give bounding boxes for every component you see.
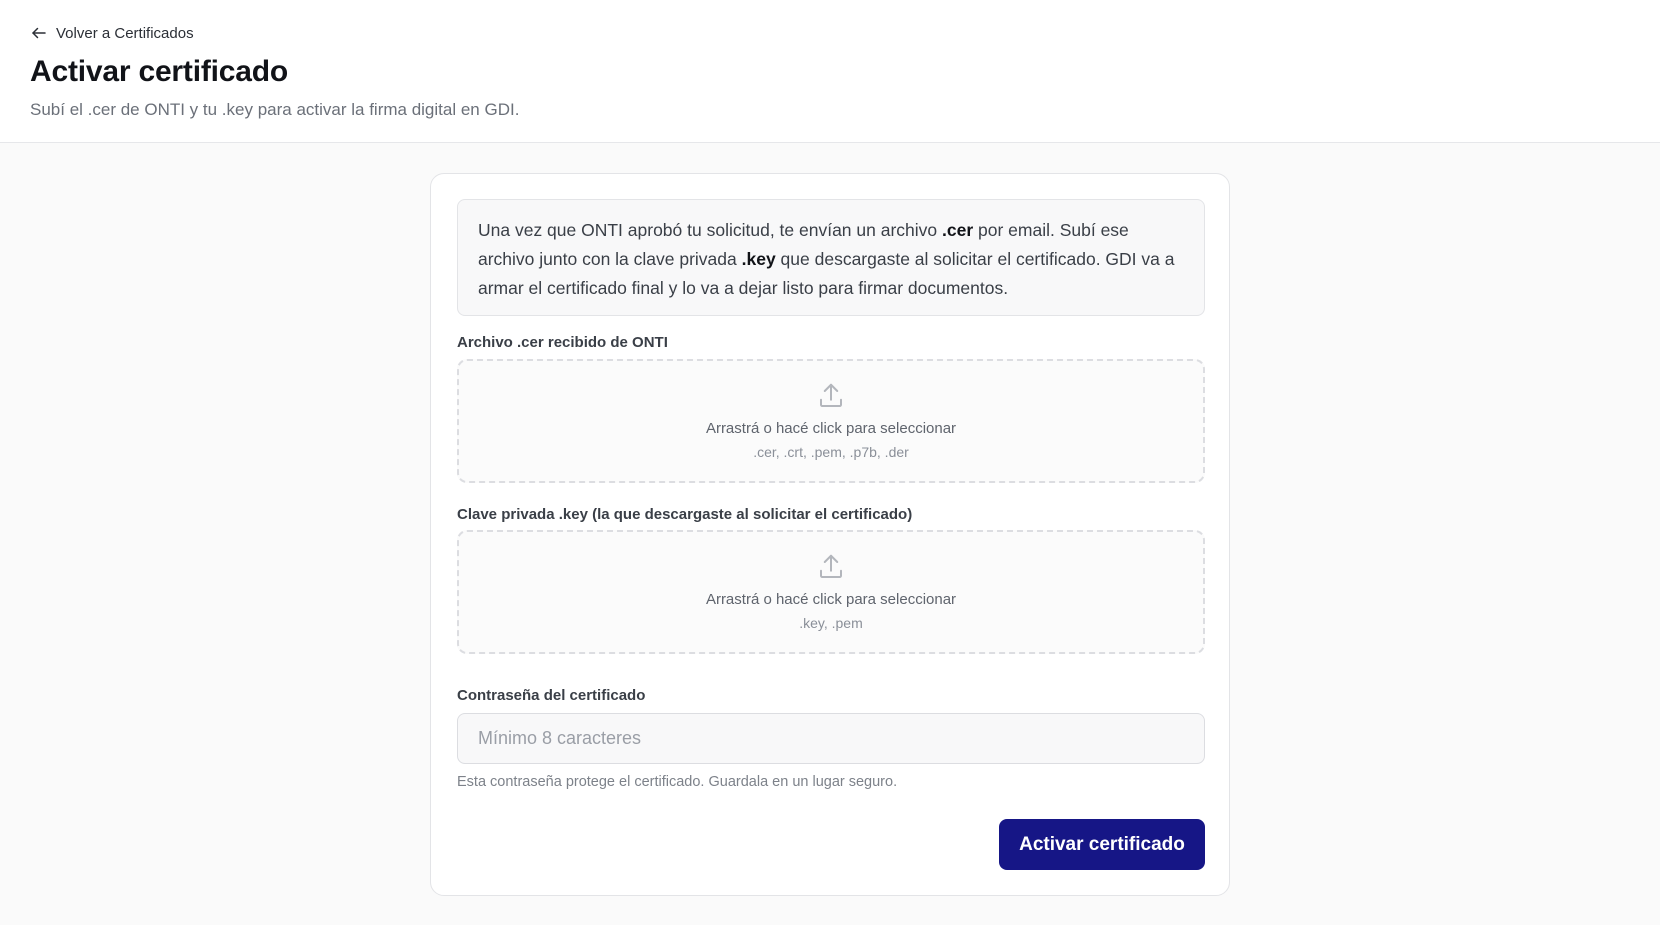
password-input[interactable] [457, 713, 1205, 764]
info-cer-emphasis: .cer [942, 220, 974, 240]
back-link-label: Volver a Certificados [56, 24, 194, 42]
cer-dropzone-text: Arrastrá o hacé click para seleccionar [705, 420, 957, 437]
key-file-dropzone[interactable] [457, 530, 1205, 654]
cer-accepted-formats: .cer, .crt, .pem, .p7b, .der [753, 444, 909, 460]
key-accepted-formats: .key, .pem [799, 615, 863, 631]
info-box [457, 199, 1205, 316]
cer-field-label: Archivo .cer recibido de ONTI [457, 334, 668, 351]
cer-file-dropzone[interactable] [457, 359, 1205, 483]
activate-certificate-button[interactable]: Activar certificado [999, 819, 1205, 870]
password-field-label: Contraseña del certificado [457, 687, 646, 704]
upload-icon [816, 552, 846, 587]
key-field-label: Clave privada .key (la que descargaste al solicitar el certificado) [457, 506, 913, 523]
password-help-text: Esta contraseña protege el certificado. Guardala en un lugar seguro. [457, 774, 898, 790]
page-header [0, 0, 1660, 143]
key-dropzone-text: Arrastrá o hacé click para seleccionar [705, 591, 957, 608]
back-to-certificates-link[interactable] [30, 24, 194, 42]
info-text-1: Una vez que ONTI aprobó tu solicitud, te envían un archivo [478, 220, 943, 240]
page-subtitle: Subí el .cer de ONTI y tu .key para activar la firma digital en GDI. [30, 100, 520, 119]
activation-form-card [430, 173, 1230, 896]
info-text-2: por email. Subí ese archivo junto con la clave privada [478, 220, 1129, 269]
arrow-left-icon [30, 24, 48, 42]
info-key-emphasis: .key [741, 249, 776, 269]
page-title: Activar certificado [30, 55, 288, 88]
upload-icon [816, 381, 846, 416]
info-text-3: que descargaste al solicitar el certificado. GDI va a armar el certificado final y lo va a dejar listo para firmar documentos. [478, 249, 1175, 298]
